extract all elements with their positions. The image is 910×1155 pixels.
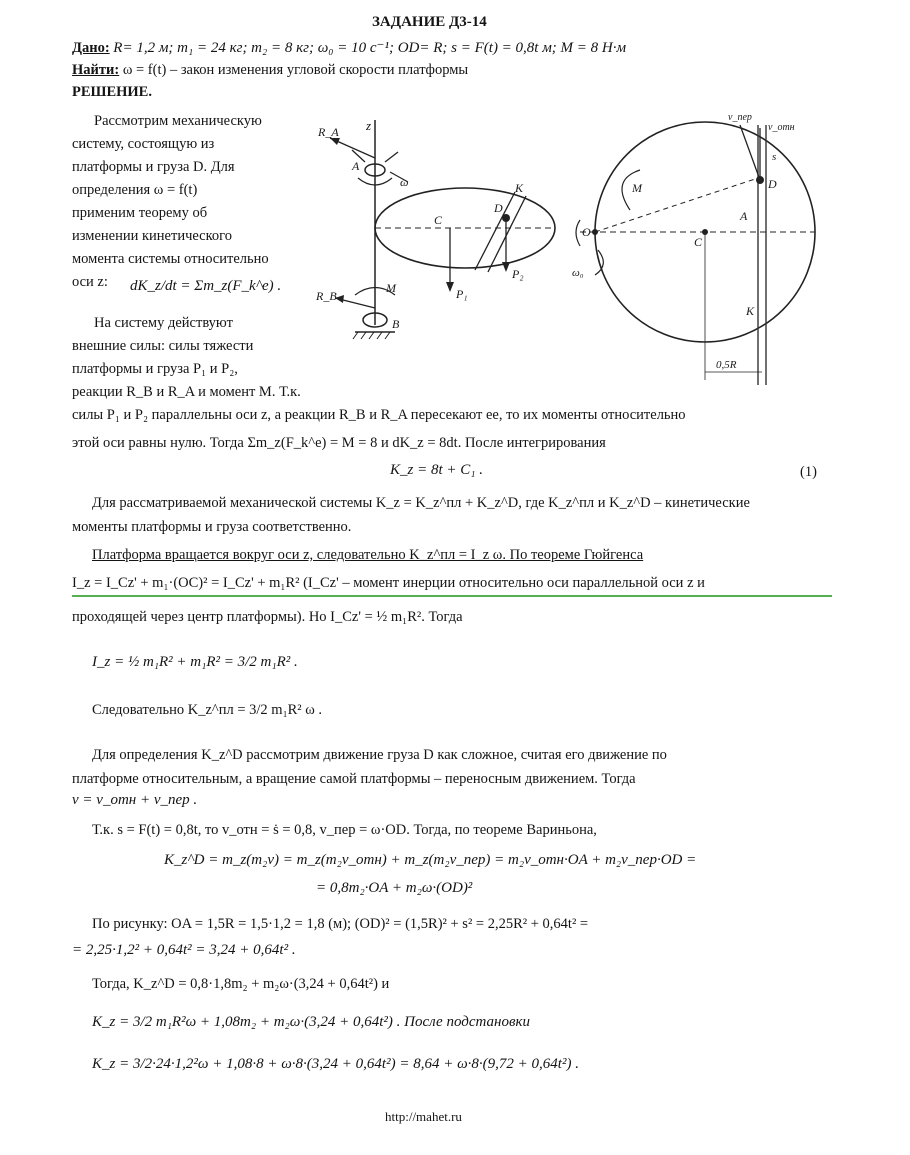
equation-iz: I_z = ½ m₁R² + m₁R² = 3/2 m₁R² . [92, 654, 298, 670]
left-line: систему, состоящую из [72, 136, 215, 152]
equation-1-number: (1) [800, 464, 817, 480]
equation-kd-2: = 0,8m₂·OA + m₂ω·(OD)² [316, 880, 473, 896]
label-a-right: A [740, 209, 748, 223]
paragraph-load-1: Для определения K_z^D рассмотрим движение груза D как сложное, считая его движение по [92, 747, 667, 763]
solution-label: РЕШЕНИЕ. [72, 84, 152, 100]
label-vper: v_пер [728, 112, 752, 123]
label-o: O [582, 225, 591, 239]
label-d-right: D [768, 177, 777, 191]
label-k-right: K [746, 304, 755, 318]
line-figure: По рисунку: OA = 1,5R = 1,5·1,2 = 1,8 (м); (OD)² = (1,5R)² + s² = 2,25R² + 0,64t² = [92, 916, 589, 932]
equation-kz: K_z = 3/2 m₁R²ω + 1,08m₂ + m₂ω·(3,24 + 0,64t²) . После подстановки [92, 1014, 530, 1030]
label-dist: 0,5R [716, 359, 737, 371]
left-line: момента системы относительно [72, 251, 269, 267]
equation-kpl: Следовательно K_z^пл = 3/2 m₁R² ω . [92, 702, 323, 718]
left-line: применим теорему об [72, 205, 208, 221]
equation-kd-1: K_z^D = m_z(m₂v) = m_z(m₂v_отн) + m_z(m₂v_пер) = m₂v_отн·OA + m₂v_пер·OD = [164, 852, 697, 868]
label-b: B [392, 317, 400, 331]
line-then: Тогда, K_z^D = 0,8·1,8m₂ + m₂ω·(3,24 + 0,64t²) и [92, 976, 390, 992]
find-text: ω = f(t) – закон изменения угловой скорости платформы [122, 62, 469, 78]
label-s: s [772, 151, 777, 163]
label-a: A [352, 159, 360, 173]
label-vrel: v_отн [768, 122, 795, 133]
paragraph-system-2: моменты платформы и груза соответственно. [72, 519, 352, 535]
label-d: D [494, 201, 503, 215]
label-m: M [386, 281, 396, 295]
equation-dK: dK_z/dt = Σm_z(F_k^e) . [130, 278, 282, 294]
left-line: оси z: [72, 274, 108, 290]
label-p1: P₁ [456, 287, 468, 301]
label-z: z [366, 118, 372, 133]
line-figure-2: = 2,25·1,2² + 0,64t² = 3,24 + 0,64t² . [72, 942, 296, 958]
label-c: C [434, 213, 443, 227]
left-line: На систему действуют [94, 315, 233, 331]
given-text: R= 1,2 м; m₁ = 24 кг; m₂ = 8 кг; ω₀ = 10 с⁻¹; OD= R; s = F(t) = 0,8t м; M = 8 Н·м [113, 40, 627, 56]
left-line: платформы и груза P₁ и P₂, [72, 361, 238, 377]
left-column [72, 110, 308, 294]
find-label: Найти: [72, 62, 120, 78]
page-title: ЗАДАНИЕ Д3-14 [372, 14, 487, 30]
label-c-right: C [694, 235, 703, 249]
label-rb: R_B [316, 289, 337, 303]
mechanics-figure [310, 100, 840, 400]
left-column-2 [72, 312, 308, 404]
paragraph-system-1: Для рассматриваемой механической системы K_z = K_z^пл + K_z^D, где K_z^пл и K_z^D – кинетические [92, 495, 750, 511]
label-m-right: M [632, 181, 642, 195]
line-velocity: Т.к. s = F(t) = 0,8t, то v_отн = ṡ = 0,8, v_пер = ω·OD. Тогда, по теореме Вариньона, [92, 822, 597, 838]
left-line: изменении кинетического [72, 228, 233, 244]
vper-arrow [740, 125, 760, 180]
left-line: внешние силы: силы тяжести [72, 338, 254, 354]
paragraph-forces-1: силы P₁ и P₂ параллельны оси z, а реакции R_B и R_A пересекают ее, то их моменты относительно [72, 407, 686, 423]
paragraph-platform-2: I_z = I_Cz' + m₁·(OC)² = I_Cz' + m₁R² (I_Cz' – момент инерции относительно оси параллельной оси z и [72, 572, 832, 597]
label-omega: ω [400, 175, 409, 189]
left-line: платформы и груза D. Для [72, 159, 235, 175]
paragraph-platform-1: Платформа вращается вокруг оси z, следовательно K_z^пл = I_z ω. По теореме Гюйгенса [92, 547, 644, 563]
paragraph-forces-2: этой оси равны нулю. Тогда Σm_z(F_k^e) = M = 8 и dK_z = 8dt. После интегрирования [72, 435, 606, 451]
paragraph-load-2: платформе относительным, а вращение самой платформы – переносным движением. Тогда [72, 771, 636, 787]
equation-1: K_z = 8t + C₁ . [390, 462, 483, 478]
find-line [72, 62, 468, 79]
left-line: определения ω = f(t) [72, 182, 198, 198]
label-k: K [515, 181, 524, 195]
footer-url: http://mahet.ru [385, 1109, 462, 1124]
label-p2: P₂ [512, 267, 524, 281]
paragraph-platform-3: проходящей через центр платформы). Но I_Cz' = ½ m₁R². Тогда [72, 609, 463, 625]
label-omega0: ω₀ [572, 267, 584, 279]
equation-final: K_z = 3/2·24·1,2²ω + 1,08·8 + ω·8·(3,24 + 0,64t²) = 8,64 + ω·8·(9,72 + 0,64t²) . [92, 1056, 579, 1072]
given-label: Дано: [72, 40, 110, 56]
paragraph-load-3: v = v_отн + v_пер . [72, 792, 198, 808]
left-line: Рассмотрим механическую [94, 113, 262, 129]
label-ra: R_A [318, 125, 339, 139]
given-line [72, 40, 626, 57]
left-line: реакции R_B и R_A и момент M. Т.к. [72, 384, 301, 400]
